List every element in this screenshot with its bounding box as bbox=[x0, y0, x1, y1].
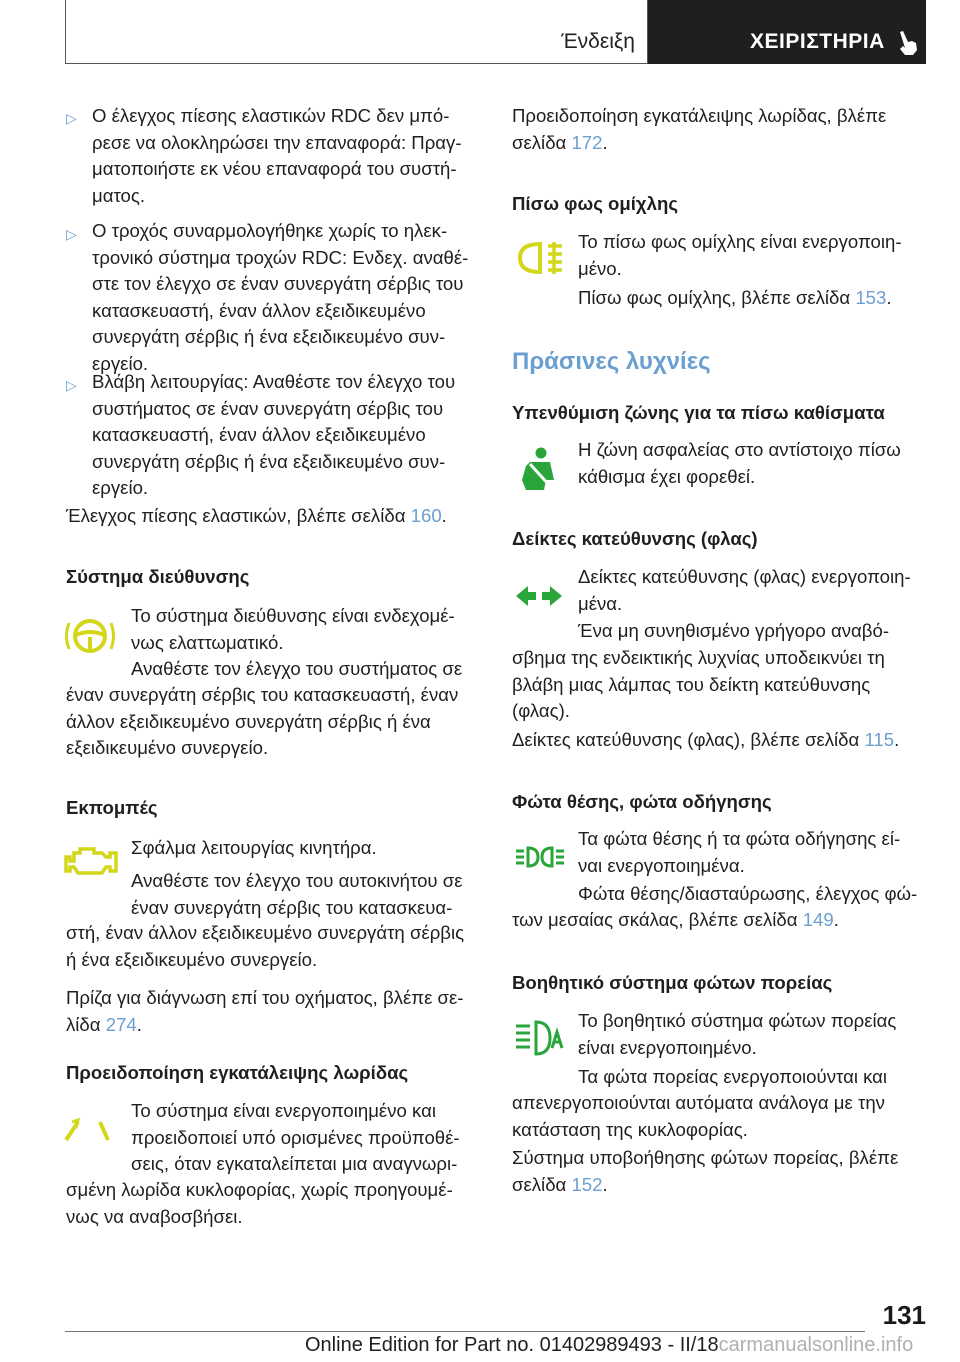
belt-desc: Η ζώνη ασφαλείας στο αντίστοιχο πίσω κάθισμα έχει φορεθεί. bbox=[578, 439, 901, 487]
turn-ref: Δείκτες κατεύθυνσης (φλας), βλέπε σελίδα 115. bbox=[512, 729, 900, 750]
bullet-triangle-icon: ▷ bbox=[66, 377, 77, 393]
rear-fog-light-icon bbox=[512, 240, 564, 276]
emissions-action-cont: στή, έναν άλλον εξειδικευμένο συνεργάτη σέρβις ή ένα εξειδικευμένο συνεργείο. bbox=[66, 922, 465, 970]
turn-fast-flash: Ένα μη συνηθισμένο γρήγορο αναβό- bbox=[578, 620, 890, 641]
footer-edition: Online Edition for Part no. 01402989493 - II/18carmanualsonline.info bbox=[305, 1334, 914, 1356]
steering-desc: Το σύστημα διεύθυνσης είναι ενδεχομέ- νως ελαττωματικό. bbox=[131, 605, 455, 653]
heading-rear-fog: Πίσω φως ομίχλης bbox=[512, 193, 679, 214]
header-chapter-tab bbox=[648, 0, 926, 64]
assist-desc: Το βοηθητικό σύστημα φώτων πορείας είναι ενεργοποιημένο. bbox=[578, 1010, 897, 1058]
engine-check-icon bbox=[64, 843, 120, 877]
header-section-label: Ένδειξη bbox=[561, 30, 635, 53]
lane-departure-icon bbox=[64, 1116, 114, 1142]
page-link-115[interactable]: 115 bbox=[864, 729, 895, 750]
page-link-172[interactable]: 172 bbox=[571, 131, 603, 153]
page-link-149[interactable]: 149 bbox=[802, 909, 834, 930]
parking-desc: Τα φώτα θέσης ή τα φώτα οδήγησης εί- ναι ενεργοποιημένα. bbox=[578, 828, 901, 876]
turn-signal-arrows-icon bbox=[514, 584, 564, 608]
heading-high-beam-assist: Βοηθητικό σύστημα φώτων πορείας bbox=[512, 972, 833, 993]
turn-fast-flash-cont: σβημα της ενδεικτικής λυχνίας υποδεικνύει τη βλάβη μιας λάμπας του δείκτη κατεύθυνσης (φλας). bbox=[512, 647, 885, 721]
assist-auto-cont: απενεργοποιούνται αυτόματα ανάλογα με την κατάσταση της κυκλοφορίας. bbox=[512, 1092, 885, 1140]
assist-ref: Σύστημα υποβοήθησης φώτων πορείας, βλέπε σελίδα 152. bbox=[512, 1147, 899, 1195]
bullet-triangle-icon: ▷ bbox=[66, 110, 77, 126]
parking-ref-cont: των μεσαίας σκάλας, βλέπε σελίδα 149. bbox=[512, 909, 839, 930]
heading-steering: Σύστημα διεύθυνσης bbox=[66, 566, 250, 587]
page-link-153[interactable]: 153 bbox=[855, 287, 887, 308]
page-link-274[interactable]: 274 bbox=[105, 1013, 137, 1035]
lane-departure-ref: Προειδοποίηση εγκατάλειψης λωρίδας, βλέπε σελίδα 172. bbox=[512, 105, 887, 153]
emissions-action: Αναθέστε τον έλεγχο του αυτοκινήτου σε έναν συνεργάτη σέρβις του κατασκευα- bbox=[131, 870, 463, 918]
heading-turn-signals: Δείκτες κατεύθυνσης (φλας) bbox=[512, 528, 758, 549]
page-link-160[interactable]: 160 bbox=[410, 505, 442, 526]
high-beam-assist-icon bbox=[514, 1018, 564, 1058]
heading-seatbelt: Υπενθύμιση ζώνης για τα πίσω καθίσματα bbox=[512, 402, 885, 423]
header-section-tab bbox=[65, 0, 648, 64]
emissions-desc: Σφάλμα λειτουργίας κινητήρα. bbox=[131, 837, 377, 858]
steering-warning-icon bbox=[64, 615, 116, 657]
heading-emissions: Εκπομπές bbox=[66, 797, 158, 818]
fog-ref: Πίσω φως ομίχλης, βλέπε σελίδα 153. bbox=[578, 287, 892, 308]
assist-auto: Τα φώτα πορείας ενεργοποιούνται και bbox=[578, 1066, 888, 1087]
watermark: carmanualsonline.info bbox=[718, 1334, 914, 1356]
seatbelt-icon bbox=[516, 446, 558, 494]
bullet-wheel-no-rdc: Ο τροχός συναρμολογήθηκε χωρίς το ηλεκ- τρονικό σύστημα τροχών RDC: Ενδεχ. αναθέ- στε τον έλεγχο σε έναν συνεργάτη σέρβις του κατασκευαστή, έναν άλλον εξειδικευμένο συνεργάτη σέρβις ή ένα εξειδικευμένο συν- εργείο. bbox=[92, 220, 469, 374]
heading-green-lamps: Πράσινες λυχνίες bbox=[512, 348, 711, 375]
lane-desc: Το σύστημα είναι ενεργοποιημένο και προειδοποιεί υπό ορισμένες προϋποθέ- σεις, όταν εγκαταλείπεται μια αναγνωρι- bbox=[131, 1100, 460, 1174]
page-number: 131 bbox=[882, 1300, 926, 1330]
header-chapter-label: ΧΕΙΡΙΣΤΗΡΙΑ bbox=[750, 30, 885, 53]
turn-desc: Δείκτες κατεύθυνσης (φλας) ενεργοποιη- μένα. bbox=[578, 566, 911, 614]
tire-pressure-ref: Έλεγχος πίεσης ελαστικών, βλέπε σελίδα 160. bbox=[66, 505, 447, 526]
parking-ref: Φώτα θέσης/διασταύρωσης, έλεγχος φώ- bbox=[578, 883, 918, 904]
hand-pointer-icon bbox=[894, 30, 920, 56]
bullet-rdc-reset: Ο έλεγχος πίεσης ελαστικών RDC δεν μπό- ρεσε να ολοκληρώσει την επαναφορά: Πραγ- ματοποιήστε εκ νέου επαναφορά του συστή- ματος. bbox=[92, 105, 462, 206]
parking-lights-icon bbox=[514, 845, 566, 869]
heading-lane-departure: Προειδοποίηση εγκατάλειψης λωρίδας bbox=[66, 1062, 409, 1083]
page-link-152[interactable]: 152 bbox=[571, 1173, 603, 1195]
diagnosis-ref: Πρίζα για διάγνωση επί του οχήματος, βλέπε σε- λίδα 274. bbox=[66, 987, 464, 1035]
steering-action: Αναθέστε τον έλεγχο του συστήματος σε bbox=[131, 658, 463, 679]
footer-divider bbox=[65, 1331, 865, 1332]
fog-desc: Το πίσω φως ομίχλης είναι ενεργοποιη- μένο. bbox=[578, 231, 902, 279]
bullet-triangle-icon: ▷ bbox=[66, 226, 77, 242]
heading-parking-lights: Φώτα θέσης, φώτα οδήγησης bbox=[512, 791, 772, 812]
lane-desc-cont: σμένη λωρίδα κυκλοφορίας, χωρίς προηγουμέ- νως να αναβοσβήσει. bbox=[66, 1179, 453, 1227]
bullet-malfunction: Βλάβη λειτουργίας: Αναθέστε τον έλεγχο του συστήματος σε έναν συνεργάτη σέρβις του κατασκευαστή, έναν άλλον εξειδικευμένο συνεργάτη σέρβις ή ένα εξειδικευμένο συν- εργείο. bbox=[92, 371, 456, 498]
steering-action-cont: έναν συνεργάτη σέρβις του κατασκευαστή, έναν άλλον εξειδικευμένο συνεργάτη σέρβις ή ένα εξειδικευμένο συνεργείο. bbox=[66, 684, 459, 758]
